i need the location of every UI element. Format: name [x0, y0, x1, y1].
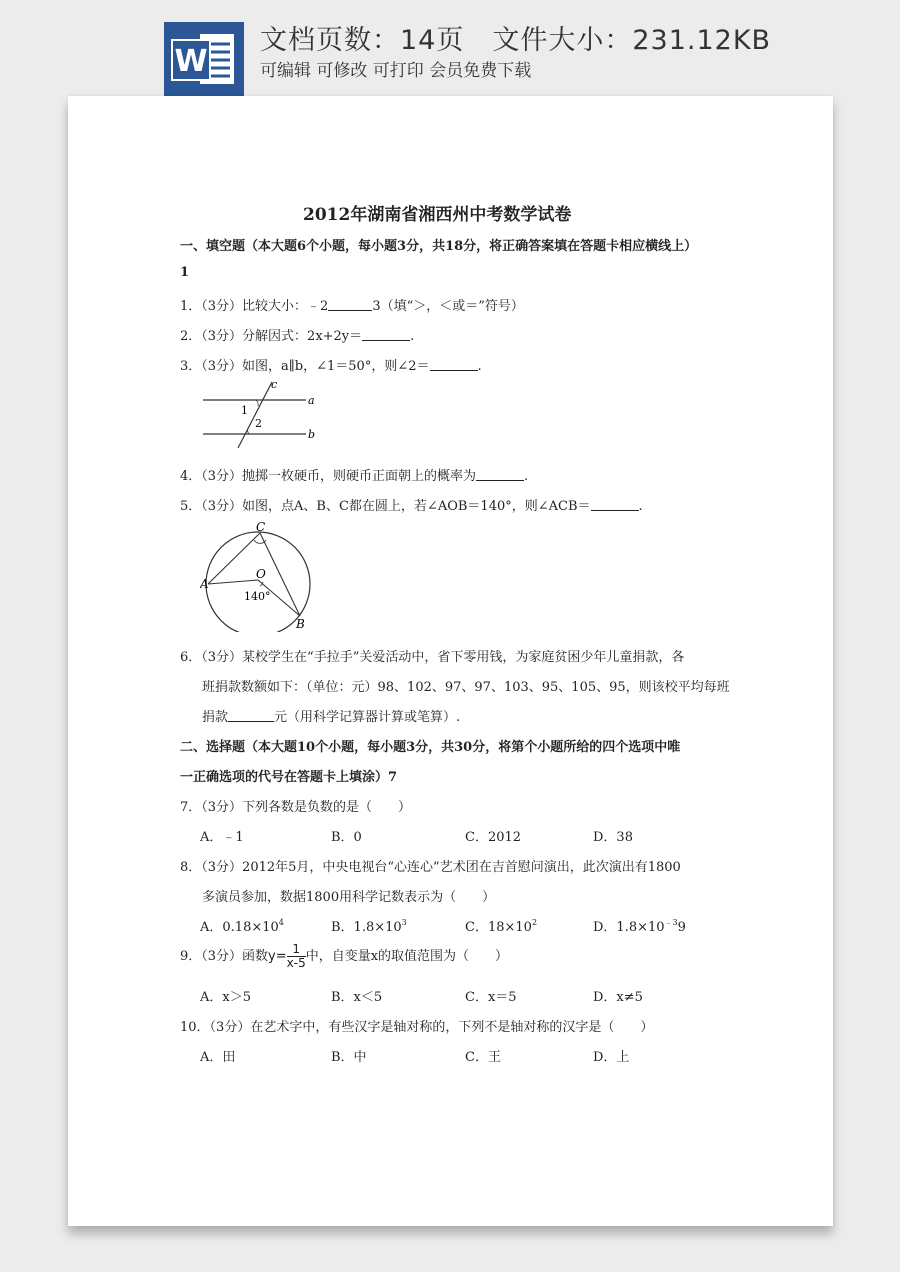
word-document-icon	[164, 22, 244, 96]
fraction-denominator: x-5	[286, 956, 306, 970]
line-b-label: b	[308, 428, 316, 441]
point-c-label: C	[256, 520, 266, 534]
q10-option-b: B．中	[331, 1050, 367, 1065]
question-5-text: 5．（3分）如图，点A、B、C都在圆上，若∠AOB＝140°，则∠ACB＝	[180, 499, 591, 514]
question-2	[180, 325, 414, 344]
q9-option-a: A．x＞5	[200, 990, 251, 1005]
point-o-label: O	[256, 567, 266, 581]
answer-blank	[362, 328, 410, 341]
q8-option-a: A．$0.18\times 10^4$	[200, 918, 284, 935]
question-7: 7．（3分）下列各数是负数的是（ ）	[180, 800, 412, 815]
angle-1-label: 1	[241, 404, 248, 417]
q9-option-c: C．x＝5	[465, 990, 517, 1005]
q7-option-a: A．﹣1	[200, 830, 244, 845]
answer-blank	[476, 468, 524, 481]
q7-option-d: D．38	[593, 830, 633, 845]
q7-option-b: B．0	[331, 830, 362, 845]
q10-option-a: A．田	[200, 1050, 236, 1065]
question-4-end: .	[524, 469, 529, 484]
q7-option-c: C．2012	[465, 830, 522, 845]
question-1-text-end: 3（填“＞，＜或＝”符号）	[372, 299, 524, 314]
angle-2-label: 2	[255, 417, 262, 430]
question-2-end: .	[410, 329, 415, 344]
file-features: 可编辑 可修改 可打印 会员免费下载	[260, 61, 532, 81]
question-3	[180, 355, 482, 374]
q10-option-d: D．上	[593, 1050, 630, 1065]
fraction	[287, 943, 306, 970]
line-c-label: c	[271, 378, 278, 391]
point-a-label: A	[200, 577, 209, 591]
function-y: y=	[268, 949, 287, 964]
question-9-text-end: 中，自变量x的取值范围为（ ）	[305, 949, 509, 964]
question-9	[180, 943, 508, 970]
question-5-end: .	[638, 499, 643, 514]
q9-option-d: D．x≠5	[593, 990, 643, 1005]
answer-blank	[228, 709, 274, 722]
question-1	[180, 295, 524, 314]
q8-option-b: B．$1.8\times 10^3$	[331, 918, 407, 935]
question-6-line-3	[202, 706, 460, 725]
angle-140-label: 140°	[244, 590, 271, 603]
word-icon-letter: W	[174, 44, 208, 79]
line-a-label: a	[308, 394, 315, 407]
file-info-title: 文档页数：14页 文件大小：231.12KB	[260, 25, 772, 56]
question-1-text: 1．（3分）比较大小：﹣2	[180, 299, 329, 314]
page-title: 2012年湖南省湘西州中考数学试卷	[303, 205, 572, 225]
section-1-heading: 一、填空题（本大题6个小题，每小题3分，共18分，将正确答案填在答题卡相应横线上）	[180, 239, 698, 254]
q8-option-d: D．$1.8\times 10^{﹣3}9$	[593, 918, 686, 935]
circle-angle-figure	[200, 520, 320, 632]
section-2-heading-cont: 一正确选项的代号在答题卡上填涂）7	[180, 770, 398, 785]
q9-option-b: B．x＜5	[331, 990, 383, 1005]
answer-blank	[430, 358, 478, 371]
question-4	[180, 465, 528, 484]
question-4-text: 4．（3分）抛掷一枚硬币，则硬币正面朝上的概率为	[180, 469, 477, 484]
question-6-line-1: 6．（3分）某校学生在“手拉手”关爱活动中，省下零用钱，为家庭贫困少年儿童捐款，各	[180, 650, 685, 665]
question-5	[180, 495, 643, 514]
question-8-line-2: 多演员参加，数据1800用科学记数表示为（ ）	[202, 890, 496, 905]
fraction-numerator: 1	[287, 943, 306, 957]
q8-option-c: C．$18\times 10^2$	[465, 918, 538, 935]
point-b-label: B	[296, 617, 305, 631]
answer-blank	[591, 498, 639, 511]
question-6-line-2: 班捐款数额如下：（单位：元）98、102、97、97、103、95、105、95，则该校平均每班	[202, 680, 730, 695]
section-2-heading: 二、选择题（本大题10个小题，每小题3分，共30分，将第个小题所给的四个选项中唯	[180, 740, 681, 755]
answer-blank	[328, 298, 372, 311]
question-2-text: 2．（3分）分解因式：2x+2y＝	[180, 329, 363, 344]
document-page	[68, 96, 833, 1226]
q10-option-c: C．王	[465, 1050, 501, 1065]
download-banner	[0, 0, 900, 100]
parallel-lines-figure	[198, 376, 328, 451]
question-6-text-end: 元（用科学记算器计算或笔算）.	[274, 710, 461, 725]
question-3-end: .	[477, 359, 482, 374]
question-9-text: 9．（3分）函数	[180, 949, 269, 964]
question-6-text: 捐款	[202, 710, 229, 725]
question-10: 10．（3分）在艺术字中，有些汉字是轴对称的，下列不是轴对称的汉字是（ ）	[180, 1020, 654, 1035]
section-1-number: 1	[180, 265, 190, 280]
question-8-line-1: 8．（3分）2012年5月，中央电视台“心连心”艺术团在吉首慰问演出，此次演出有1800	[180, 860, 681, 875]
question-3-text: 3．（3分）如图，a∥b，∠1＝50°，则∠2＝	[180, 359, 430, 374]
